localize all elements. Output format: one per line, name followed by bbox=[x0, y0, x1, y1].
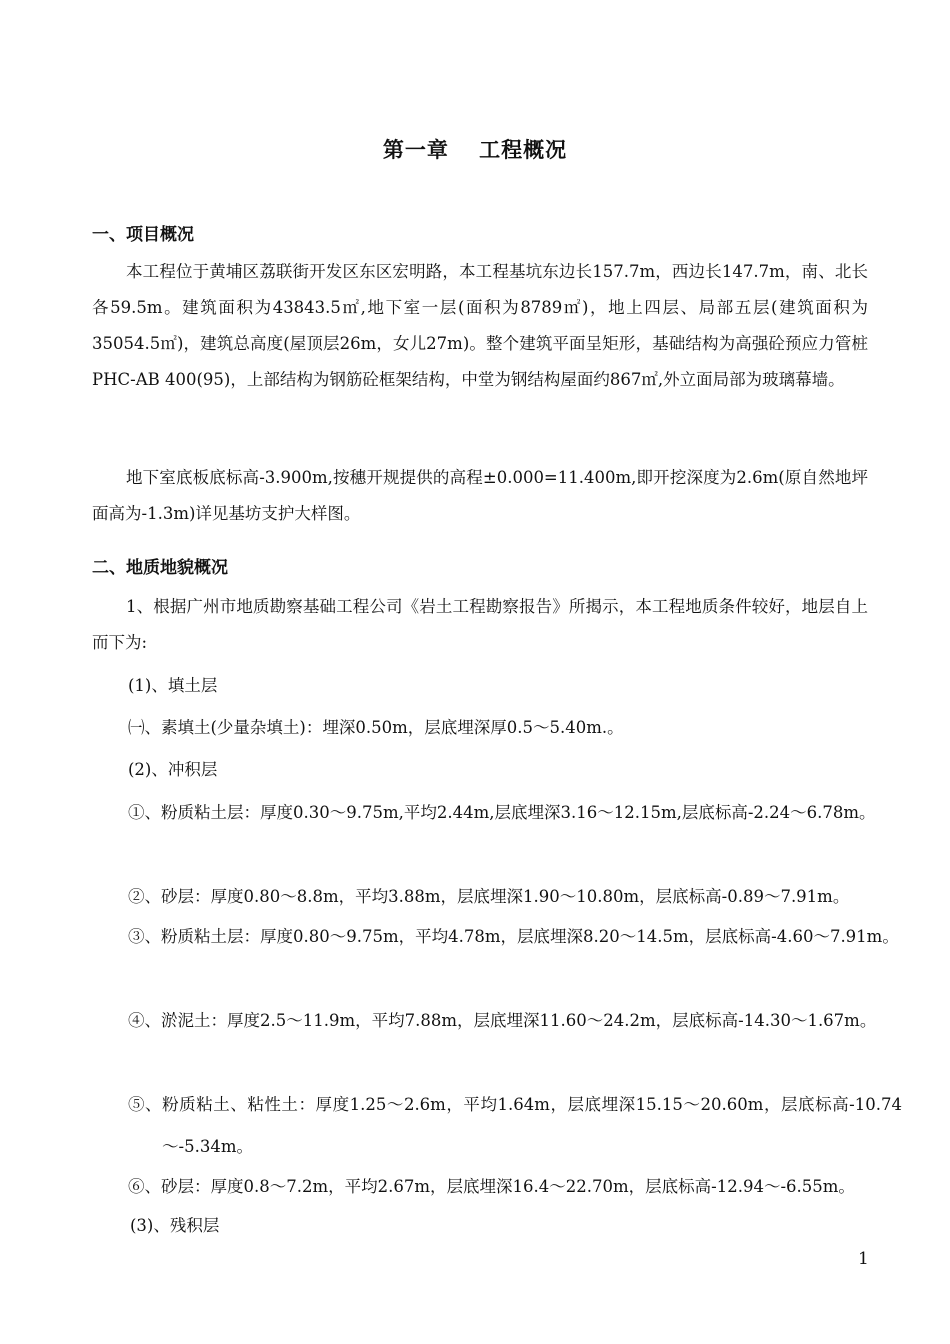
fill-layer-item: ㈠、素填土(少量杂填土)：埋深0.50m，层底埋深厚0.5～5.40m.。 bbox=[128, 718, 624, 737]
residual-layer-title: (3)、残积层 bbox=[130, 1216, 220, 1235]
alluvial-item-2: ②、砂层：厚度0.80～8.8m，平均3.88m，层底埋深1.90～10.80m，层底标高-0.89～7.91m。 bbox=[128, 887, 850, 906]
alluvial-item-5: ⑤、粉质粘土、粘性土：厚度1.25～2.6m，平均1.64m，层底埋深15.15～20.60m，层底标高-10.74～-5.34m。 bbox=[128, 1095, 902, 1156]
basement-elevation-paragraph: 地下室底板底标高-3.900m,按穗开规提供的高程±0.000=11.400m,即开挖深度为2.6m(原自然地坪面高为-1.3m)详见基坊支护大样图。 bbox=[92, 468, 868, 523]
geology-intro-paragraph: 1、根据广州市地质勘察基础工程公司《岩土工程勘察报告》所揭示，本工程地质条件较好，地层自上而下为: bbox=[92, 597, 868, 652]
alluvial-item-4: ④、淤泥土：厚度2.5～11.9m，平均7.88m，层底埋深11.60～24.2m，层底标高-14.30～1.67m。 bbox=[128, 1011, 877, 1030]
chapter-title: 第一章 工程概况 bbox=[382, 138, 568, 162]
fill-layer-title: (1)、填土层 bbox=[128, 676, 218, 695]
alluvial-layer-title: (2)、冲积层 bbox=[128, 760, 218, 779]
section-heading-geology: 二、地质地貌概况 bbox=[92, 558, 228, 578]
page-number: 1 bbox=[858, 1249, 869, 1269]
alluvial-item-6: ⑥、砂层：厚度0.8～7.2m，平均2.67m，层底埋深16.4～22.70m，层底标高-12.94～-6.55m。 bbox=[128, 1177, 855, 1196]
alluvial-item-3: ③、粉质粘土层：厚度0.80～9.75m，平均4.78m，层底埋深8.20～14.5m，层底标高-4.60～7.91m。 bbox=[128, 927, 899, 946]
alluvial-item-1: ①、粉质粘土层：厚度0.30～9.75m,平均2.44m,层底埋深3.16～12.15m,层底标高-2.24～6.78m。 bbox=[128, 803, 876, 822]
section-heading-project-overview: 一、项目概况 bbox=[92, 225, 194, 245]
project-overview-paragraph: 本工程位于黄埔区荔联街开发区东区宏明路，本工程基坑东边长157.7m，西边长147.7m，南、北长各59.5m。建筑面积为43843.5㎡,地下室一层(面积为8789㎡)，地上四层、局部五层(建筑面积为35054.5㎡)，建筑总高度(屋顶层26m，女儿27m)。整个建筑平面呈矩形，基础结构为高强砼预应力管桩PHC-AB 400(95)，上部结构为钢筋砼框架结构，中堂为钢结构屋面约867㎡,外立面局部为玻璃幕墙。 bbox=[92, 262, 868, 389]
